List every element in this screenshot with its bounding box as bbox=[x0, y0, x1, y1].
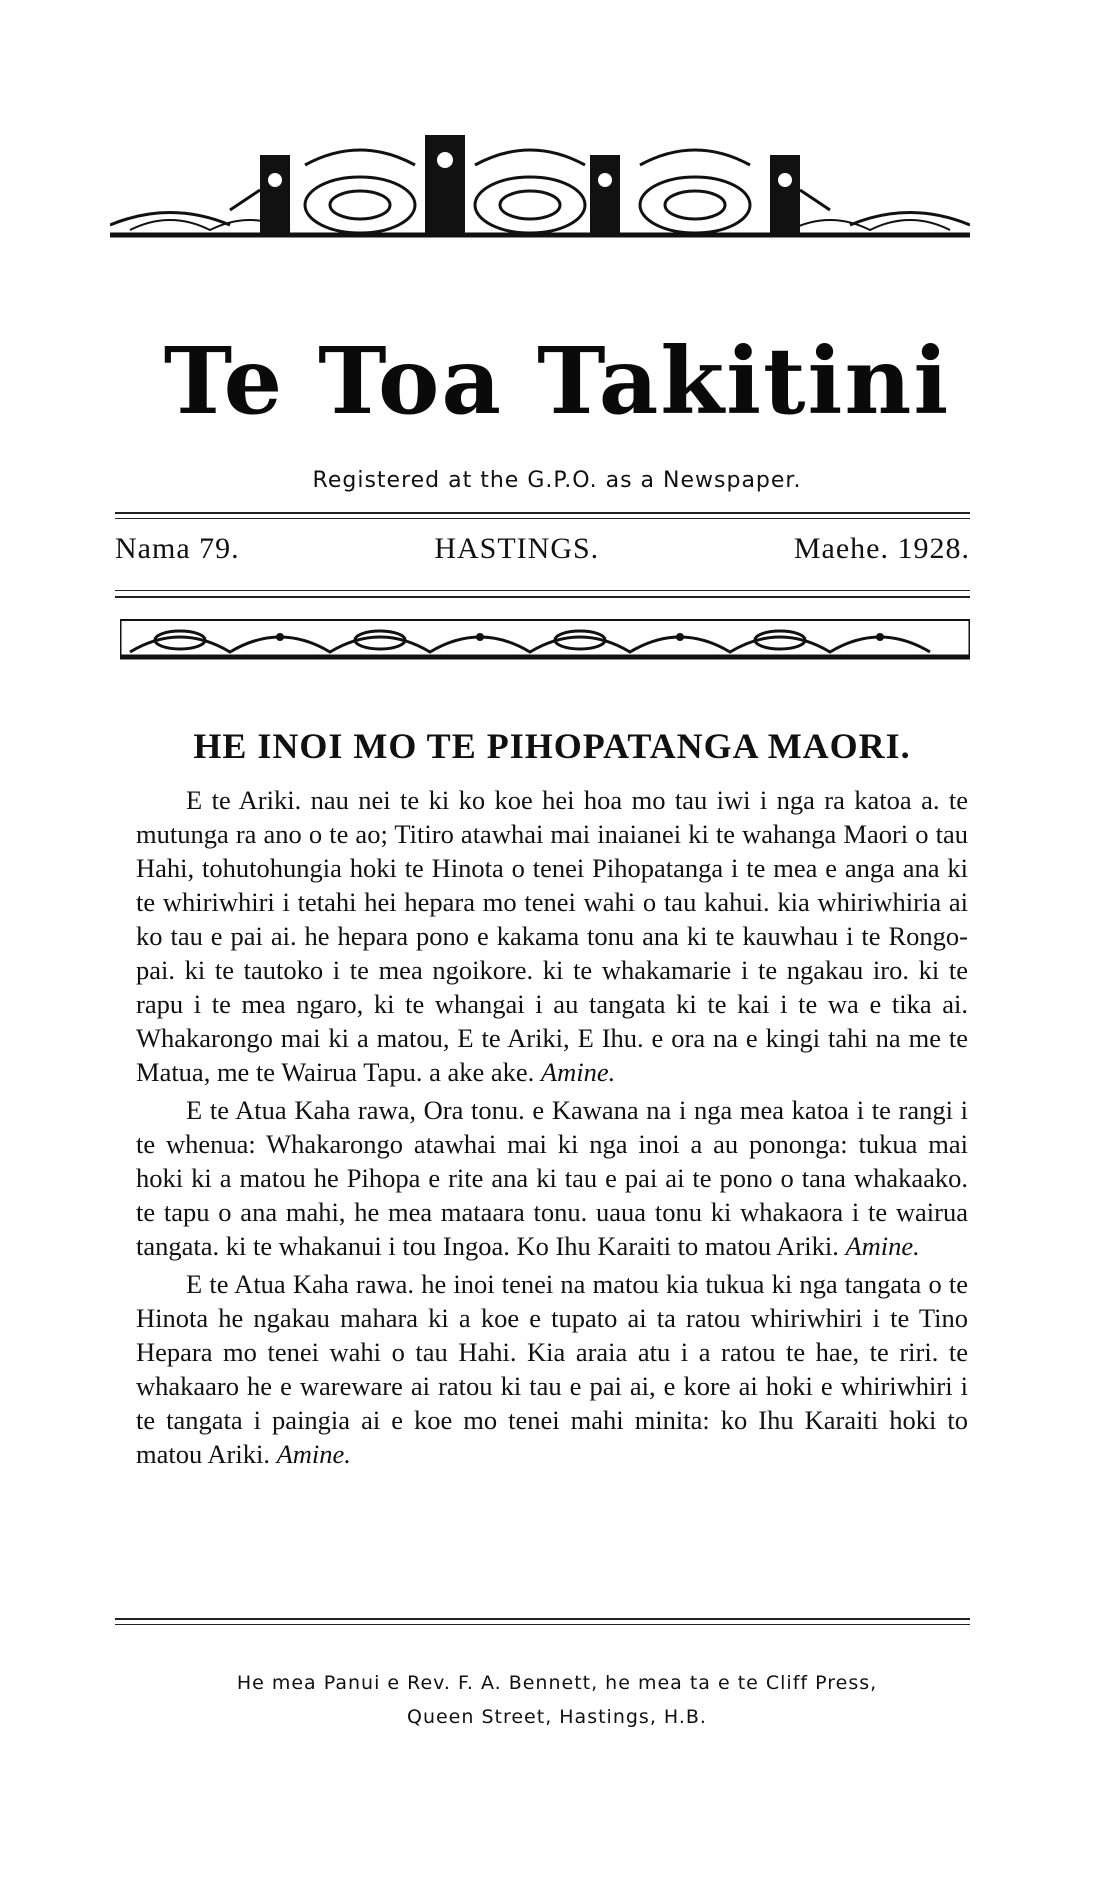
prayer-text: E te Atua Kaha rawa. he inoi tenei na matou kia tukua ki nga tangata o te Hinota he ngakau mahara ki a koe e tupato ai ta ratou whiriwhiri i te Tino Hepara mo tenei wahi o tau Hahi. Kia araia atu i a ratou te hae, te riri. te whakaaro he e wareware ai ratou ki tau e pai ai, e kore ai hoki e whiriwhiri i te tangata i paingia ai e koe mo tenei mahi minita: ko Ihu Karaiti hoki to matou Ariki. bbox=[136, 1269, 968, 1469]
divider bbox=[115, 518, 970, 519]
issue-number: Nama 79. bbox=[115, 532, 240, 565]
prayer-paragraph bbox=[136, 783, 968, 1089]
issue-info-row bbox=[115, 532, 970, 566]
prayer-text: E te Ariki. nau nei te ki ko koe hei hoa mo tau iwi i nga ra katoa a. te mutunga ra ano o te ao; Titiro atawhai mai inaianei ki te wahanga Maori o tau Hahi, tohutohungia hoki te Hinota o tenei Pihopatanga i te mea e anga ana ki te whiriwhiri i tetahi hei hepara mo tenei wahi o tau kahui. kia whiriwhiria ai ko tau e pai ai. he hepara pono e kakama tonu ana ki te kauwhau i te Rongo-pai. ki te tautoko i te mea ngoikore. ki te whakamarie i te ngakau iro. ki te rapu i te mea ngaro, ki te whangai i au tangata ki te kai i te wa e tika ai. Whakarongo mai ki a matou, E te Ariki, E Ihu. e ora na e kingi tahi na me te Matua, me te Wairua Tapu. a ake ake. bbox=[136, 785, 968, 1087]
amen-text: Amine. bbox=[540, 1057, 616, 1087]
top-carving-banner bbox=[110, 130, 970, 250]
imprint-footer bbox=[0, 1666, 1114, 1734]
prayer-text: E te Atua Kaha rawa, Ora tonu. e Kawana na i nga mea katoa i te rangi i te whenua: Whakarongo atawhai mai ki nga inoi a au pononga: tukua mai hoki ki a matou he Pihopa e rite ana ki tau e pai ai te pono o tana whakaako. te tapu o ana mahi, he mea mataara tonu. uaua tonu ki whakaora i te wairua tangata. ki te whakanui i tou Ingoa. Ko Ihu Karaiti to matou Ariki. bbox=[136, 1095, 968, 1261]
prayer-paragraph bbox=[136, 1267, 968, 1471]
divider bbox=[115, 590, 970, 591]
amen-text: Amine. bbox=[276, 1439, 351, 1469]
issue-place: HASTINGS. bbox=[434, 532, 600, 565]
issue-date: Maehe. 1928. bbox=[793, 532, 970, 565]
lower-carving-band bbox=[120, 612, 970, 664]
registration-notice: Registered at the G.P.O. as a Newspaper. bbox=[312, 468, 802, 493]
divider bbox=[115, 1624, 970, 1625]
amen-text: Amine. bbox=[845, 1231, 920, 1261]
masthead-title: Te Toa Takitini bbox=[163, 327, 951, 435]
imprint-line-2: Queen Street, Hastings, H.B. bbox=[407, 1706, 707, 1728]
maori-carving-ornament bbox=[110, 130, 970, 250]
imprint-line-1: He mea Panui e Rev. F. A. Bennett, he mea ta e te Cliff Press, bbox=[236, 1672, 878, 1694]
article bbox=[136, 725, 968, 1475]
maori-band-ornament bbox=[120, 612, 970, 664]
article-heading: HE INOI MO TE PIHOPATANGA MAORI. bbox=[193, 726, 911, 766]
divider bbox=[115, 596, 970, 598]
divider bbox=[115, 1618, 970, 1620]
prayer-paragraph bbox=[136, 1093, 968, 1263]
divider bbox=[115, 512, 970, 514]
